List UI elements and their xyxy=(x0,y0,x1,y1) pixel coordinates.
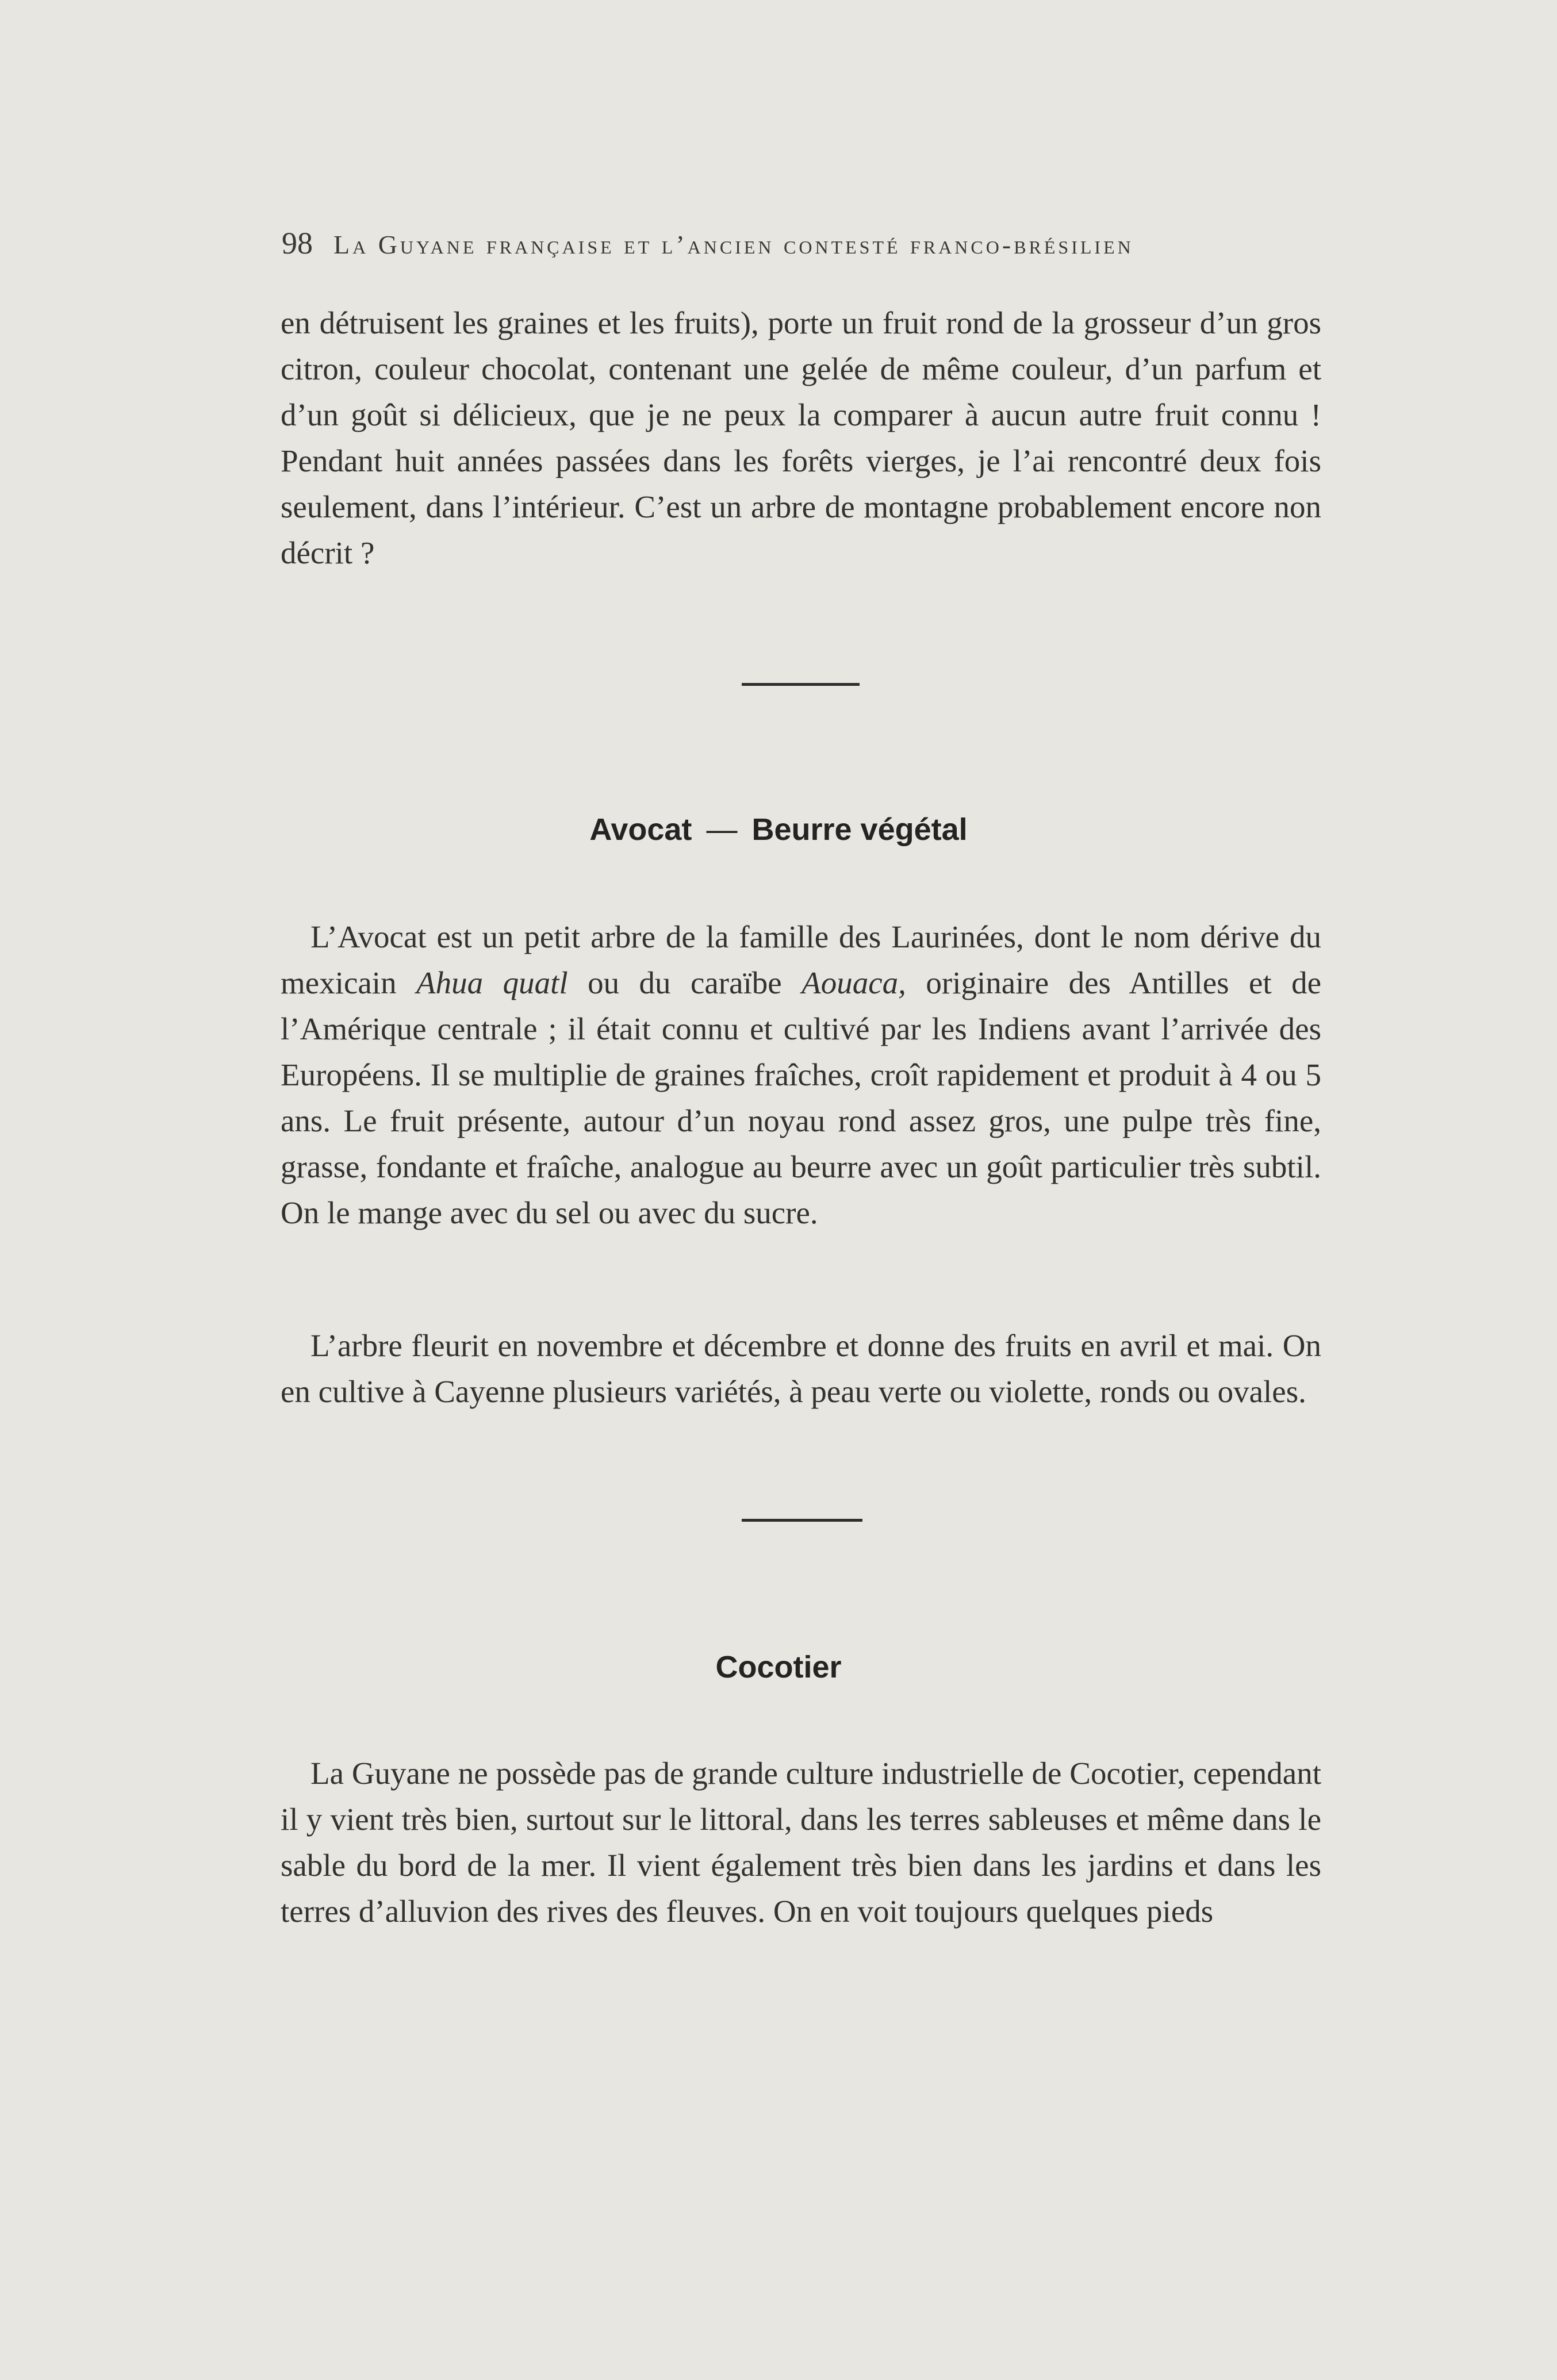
section-divider xyxy=(742,1519,862,1522)
intro-paragraph: en détruisent les graines et les fruits), porte un fruit rond de la grosseur d’un gros citron, couleur chocolat, contenant une gelée de même couleur, d’un parfum et d’un goût si délicieux, que je ne peux la comparer à aucun autre fruit connu ! Pendant huit années passées dans les forêts vierges, je l’ai rencontré deux fois seulement, dans l’intérieur. C’est un arbre de montagne probablement encore non décrit ? xyxy=(281,305,1321,570)
avocat-paragraph-1 xyxy=(281,914,1321,1236)
avocat-paragraph-2: L’arbre fleurit en novembre et décembre et donne des fruits en avril et mai. On en cultive à Cayenne plusieurs variétés, à peau verte ou violette, ronds ou ovales. xyxy=(281,1328,1321,1409)
cocotier-paragraph-1: La Guyane ne possède pas de grande culture industrielle de Cocotier, cependant il y vient très bien, surtout sur le littoral, dans les terres sableuses et même dans le sable du bord de la mer. Il vient également très bien dans les jardins et dans les terres d’alluvion des rives des fleuves. On en voit toujours quelques pieds xyxy=(281,1756,1321,1929)
running-header xyxy=(282,223,1328,265)
section-heading-avocat xyxy=(0,809,1557,850)
avocat-text-2: ou du caraïbe xyxy=(567,965,802,1000)
avocat-text-1: L’Avocat est un petit arbre de la famille des Laurinées, dont le nom dérive du mexicain xyxy=(281,919,1321,1000)
heading-avocat-subtitle: Beurre végétal xyxy=(751,812,968,847)
heading-avocat-title: Avocat xyxy=(589,812,692,847)
heading-separator: — xyxy=(706,812,738,847)
section-heading-cocotier: Cocotier xyxy=(715,1650,842,1684)
running-title: La Guyane française et l’ancien contesté franco-brésilien xyxy=(333,230,1134,259)
avocat-italic-aouaca: Aouaca, xyxy=(801,965,906,1000)
section-divider xyxy=(742,683,860,686)
page-number: 98 xyxy=(282,226,313,260)
avocat-italic-ahua: Ahua quatl xyxy=(416,965,568,1000)
avocat-text-3: originaire des Antilles et de l’Amérique centrale ; il était connu et cultivé par les Indiens avant l’arrivée des Européens. Il se multiplie de graines fraîches, croît rapidement et produit à 4 ou 5 ans. Le fruit présente, autour d’un noyau rond assez gros, une pulpe très fine, grasse, fondante et fraîche, analogue au beurre avec un goût particulier très subtil. On le mange avec du sel ou avec du sucre. xyxy=(281,965,1321,1230)
